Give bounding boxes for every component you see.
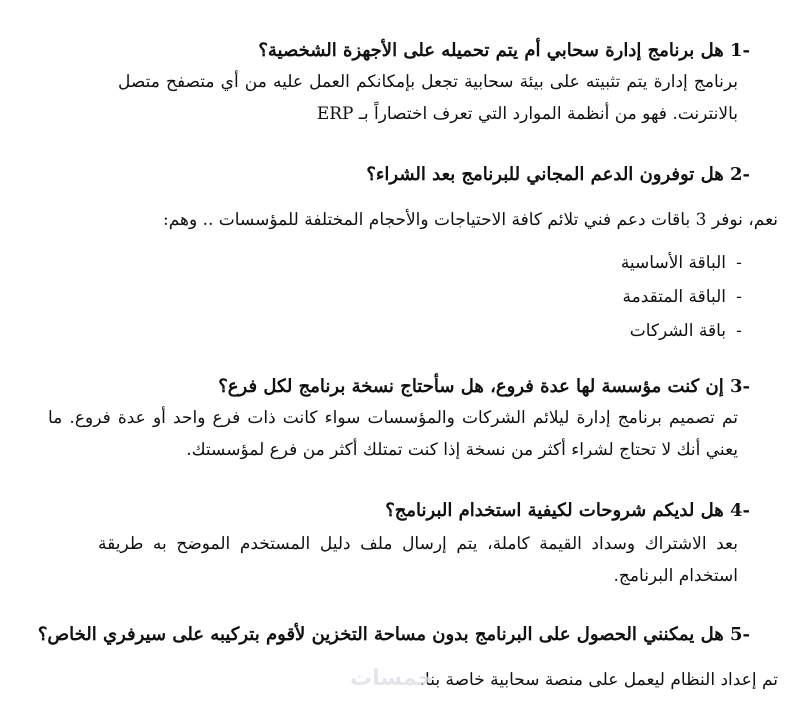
question-text: هل لديكم شروحات لكيفية استخدام البرنامج؟	[385, 500, 724, 521]
list-item-text: الباقة الأساسية	[620, 253, 726, 273]
faq-answer-1: برنامج إدارة يتم تثبيته على بيئة سحابية تجعل بإمكانكم العمل عليه من أي متصفح متصل بالانترنت. فهو من أنظمة الموارد التي تعرف اختصاراً بـ ERP	[118, 72, 738, 124]
question-number: 2-	[730, 164, 750, 185]
list-item: -باقة الشركات	[629, 321, 742, 341]
support-packages-list	[621, 246, 752, 348]
faq-answer-2: نعم، نوفر 3 باقات دعم فني تلائم كافة الاحتياجات والأحجام المختلفة للمؤسسات .. وهم:	[162, 210, 778, 230]
watermark-logo: خمسات	[350, 666, 434, 691]
faq-answer-3: تم تصميم برنامج إدارة ليلائم الشركات والمؤسسات سواء كانت ذات فرع واحد أو عدة فروع. ما يعني أنك لا تحتاج لشراء أكثر من نسخة إذا كنت تمتلك أكثر من فرع لمؤسستك.	[48, 408, 738, 460]
faq-question-1	[258, 36, 760, 66]
faq-question-4	[385, 496, 760, 526]
faq-question-3	[218, 372, 760, 402]
question-text: هل توفرون الدعم المجاني للبرنامج بعد الشراء؟	[366, 164, 724, 185]
list-item: -الباقة الأساسية	[620, 253, 742, 273]
faq-answer-5: تم إعداد النظام ليعمل على منصة سحابية خاصة بنا.	[419, 670, 778, 690]
question-number: 5-	[730, 624, 750, 645]
question-text: إن كنت مؤسسة لها عدة فروع، هل سأحتاج نسخة برنامج لكل فرع؟	[218, 376, 724, 397]
question-number: 3-	[730, 376, 750, 397]
list-item-text: باقة الشركات	[629, 321, 726, 341]
list-item-text: الباقة المتقدمة	[622, 287, 726, 307]
question-number: 1-	[730, 40, 750, 61]
faq-question-2	[366, 160, 760, 190]
faq-question-5	[38, 620, 760, 650]
question-text: هل برنامج إدارة سحابي أم يتم تحميله على الأجهزة الشخصية؟	[258, 40, 724, 61]
list-item: -الباقة المتقدمة	[622, 287, 742, 307]
question-number: 4-	[730, 500, 750, 521]
question-text: هل يمكنني الحصول على البرنامج بدون مساحة التخزين لأقوم بتركيبه على سيرفري الخاص؟	[37, 624, 724, 645]
faq-answer-4: بعد الاشتراك وسداد القيمة كاملة، يتم إرسال ملف دليل المستخدم الموضح به طريقة استخدام البرنامج.	[98, 534, 738, 586]
